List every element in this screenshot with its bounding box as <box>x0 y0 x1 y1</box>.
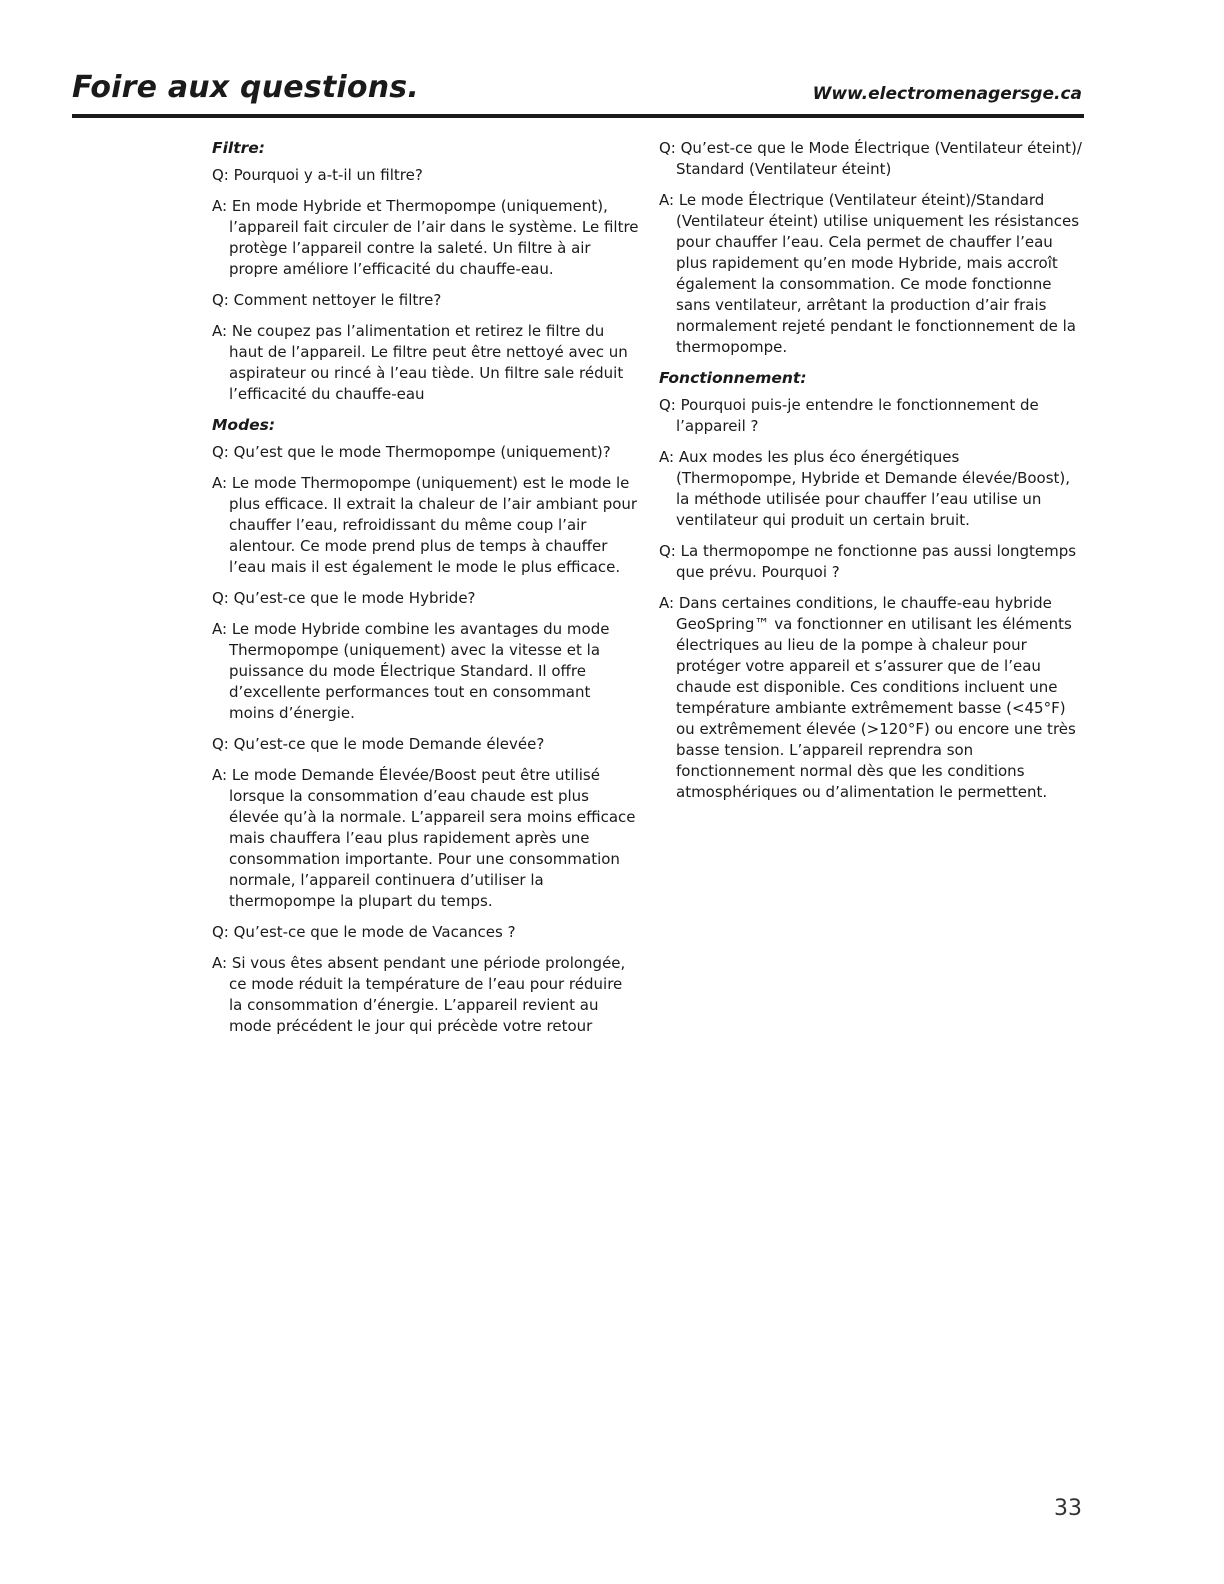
question-modes-2: Q: Qu’est-ce que le mode Hybride? <box>212 589 476 607</box>
answer-filtre-2: A: Ne coupez pas l’alimentation et retirez le filtre du haut de l’appareil. Le filtre peut être nettoyé avec un aspirateur ou rincé à l’eau tiède. Un filtre sale réduit l’efficacité du chauffe-eau <box>212 322 628 403</box>
page-number: 33 <box>1054 1496 1082 1521</box>
answer-fonctionnement-2: A: Dans certaines conditions, le chauffe-eau hybride GeoSpring™ va fonctionner en utilisant les éléments électriques au lieu de la pompe à chaleur pour protéger votre appareil et s’assurer que de l’eau chaude est disponible. Ces conditions incluent une température ambiante extrêmement basse (<45°F) ou extrêmement élevée (>120°F) ou encore une très basse tension. L’appareil reprendra son fonctionnement normal dès que les conditions atmosphériques ou d’alimentation le permettent. <box>659 594 1076 801</box>
question-modes-3: Q: Qu’est-ce que le mode Demande élevée? <box>212 735 545 753</box>
section-heading-fonctionnement: Fonctionnement: <box>659 369 807 387</box>
question-filtre-2: Q: Comment nettoyer le filtre? <box>212 291 442 309</box>
page-title: Foire aux questions. <box>72 70 419 105</box>
answer-modes-3: A: Le mode Demande Élevée/Boost peut être utilisé lorsque la consommation d’eau chaude est plus élevée qu’à la normale. L’appareil sera moins efficace mais chauffera l’eau plus rapidement après une consommation importante. Pour une consommation normale, l’appareil continuera d’utiliser la thermopompe la plupart du temps. <box>212 766 636 910</box>
answer-filtre-1: A: En mode Hybride et Thermopompe (uniquement), l’appareil fait circuler de l’air dans le système. Le filtre protège l’appareil contre la saleté. Un filtre à air propre améliore l’efficacité du chauffe-eau. <box>212 197 639 278</box>
question-electrique-1: Q: Qu’est-ce que le Mode Électrique (Ventilateur éteint)/ Standard (Ventilateur éteint) <box>659 139 1082 178</box>
answer-modes-4: A: Si vous êtes absent pendant une période prolongée, ce mode réduit la température de l’eau pour réduire la consommation d’énergie. L’appareil revient au mode précédent le jour qui précède votre retour <box>212 954 626 1035</box>
question-modes-4: Q: Qu’est-ce que le mode de Vacances ? <box>212 923 516 941</box>
answer-fonctionnement-1: A: Aux modes les plus éco énergétiques (Thermopompe, Hybride et Demande élevée/Boost), la méthode utilisée pour chauffer l’eau utilise un ventilateur qui produit un certain bruit. <box>659 448 1071 529</box>
question-modes-1: Q: Qu’est que le mode Thermopompe (uniquement)? <box>212 443 611 461</box>
website-url: Www.electromenagersge.ca <box>812 84 1082 104</box>
question-fonctionnement-2: Q: La thermopompe ne fonctionne pas aussi longtemps que prévu. Pourquoi ? <box>659 542 1077 581</box>
right-column <box>659 138 1084 813</box>
left-column <box>212 138 640 1047</box>
answer-modes-2: A: Le mode Hybride combine les avantages du mode Thermopompe (uniquement) avec la vitesse et la puissance du mode Électrique Standard. Il offre d’excellente performances tout en consommant moins d’énergie. <box>212 620 610 722</box>
section-heading-filtre: Filtre: <box>212 139 265 157</box>
header-divider <box>72 114 1084 118</box>
question-fonctionnement-1: Q: Pourquoi puis-je entendre le fonctionnement de l’appareil ? <box>659 396 1039 435</box>
section-heading-modes: Modes: <box>212 416 276 434</box>
question-filtre-1: Q: Pourquoi y a-t-il un filtre? <box>212 166 423 184</box>
answer-electrique-1: A: Le mode Électrique (Ventilateur éteint)/Standard (Ventilateur éteint) utilise uniquement les résistances pour chauffer l’eau. Cela permet de chauffer l’eau plus rapidement qu’en mode Hybride, mais accroît également la consommation. Ce mode fonctionne sans ventilateur, arrêtant la production d’air frais normalement rejeté pendant le fonctionnement de la thermopompe. <box>659 191 1080 356</box>
answer-modes-1: A: Le mode Thermopompe (uniquement) est le mode le plus efficace. Il extrait la chaleur de l’air ambiant pour chauffer l’eau, refroidissant du même coup l’air alentour. Ce mode prend plus de temps à chauffer l’eau mais il est également le mode le plus efficace. <box>212 474 638 576</box>
